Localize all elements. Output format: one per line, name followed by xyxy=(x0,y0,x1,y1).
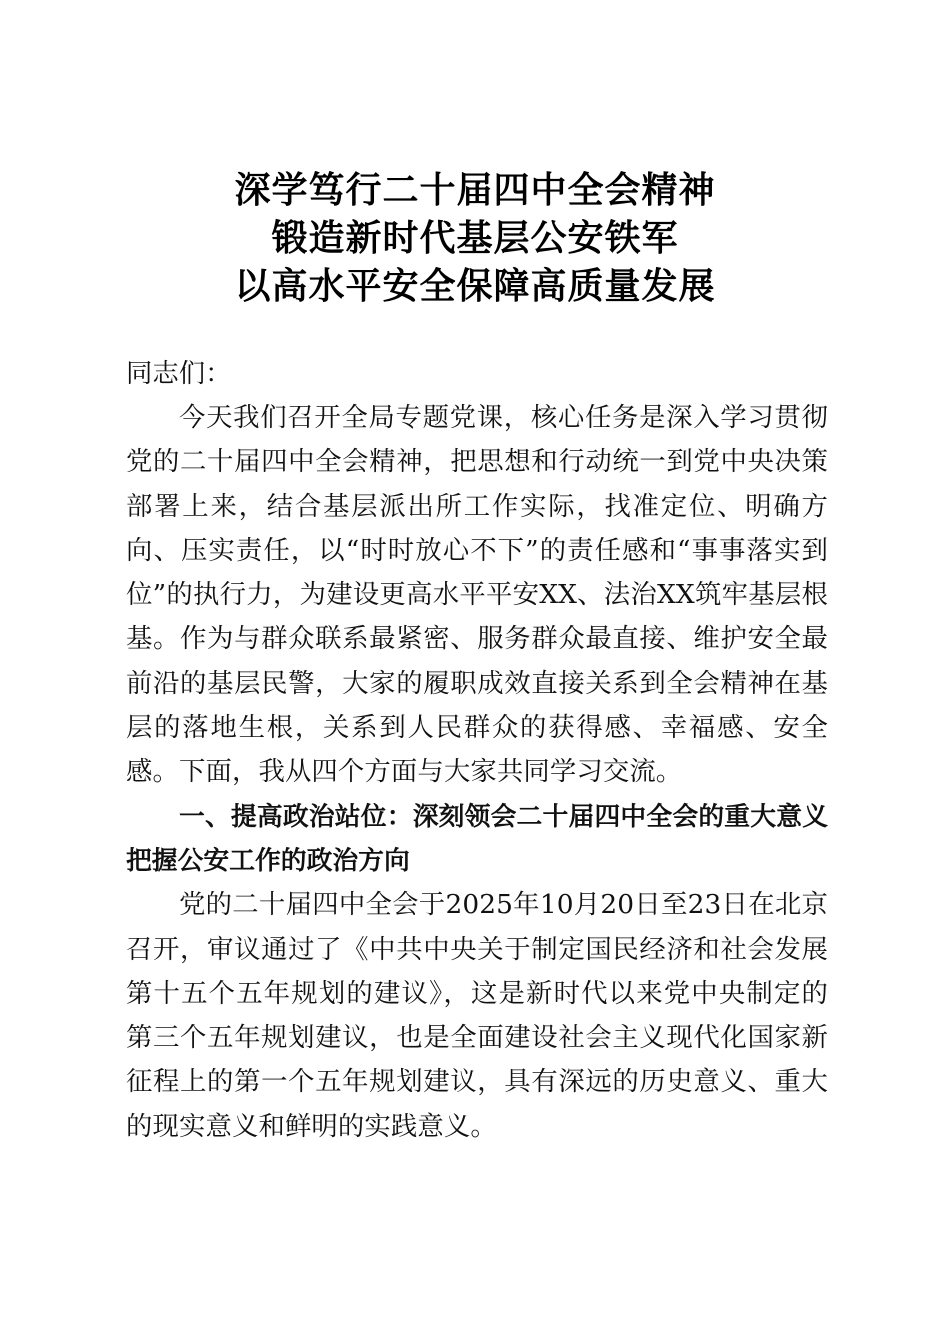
title-line-2: 锻造新时代基层公安铁军 xyxy=(271,217,679,259)
title-line-3: 以高水平安全保障高质量发展 xyxy=(234,265,716,307)
intro-paragraph: 今天我们召开全局专题党课，核心任务是深入学习贯彻党的二十届四中全会精神，把思想和行动统一到党中央决策部署上来，结合基层派出所工作实际，找准定位、明确方向、压实责任，以“时时放心不下”的责任感和“事事落实到位”的执行力，为建设更高水平平安XX、法治XX筑牢基层根基。作为与群众联系最紧密、服务群众最直接、维护安全最前沿的基层民警，大家的履职成效直接关系到全会精神在基层的落地生根，关系到人民群众的获得感、幸福感、安全感。下面，我从四个方面与大家共同学习交流。 xyxy=(126,402,828,788)
salutation: 同志们： xyxy=(126,358,232,389)
document-title xyxy=(0,166,950,310)
document-body xyxy=(126,352,828,1149)
section-heading: 一、提高政治站位：深刻领会二十届四中全会的重大意义把握公安工作的政治方向 xyxy=(126,801,828,876)
title-line-1: 深学笃行二十届四中全会精神 xyxy=(234,169,716,211)
section-paragraph: 党的二十届四中全会于2025年10月20日至23日在北京召开，审议通过了《中共中央关于制定国民经济和社会发展第十五个五年规划的建议》，这是新时代以来党中央制定的第三个五年规划建议，也是全面建设社会主义现代化国家新征程上的第一个五年规划建议，具有深远的历史意义、重大的现实意义和鲜明的实践意义。 xyxy=(126,889,828,1142)
